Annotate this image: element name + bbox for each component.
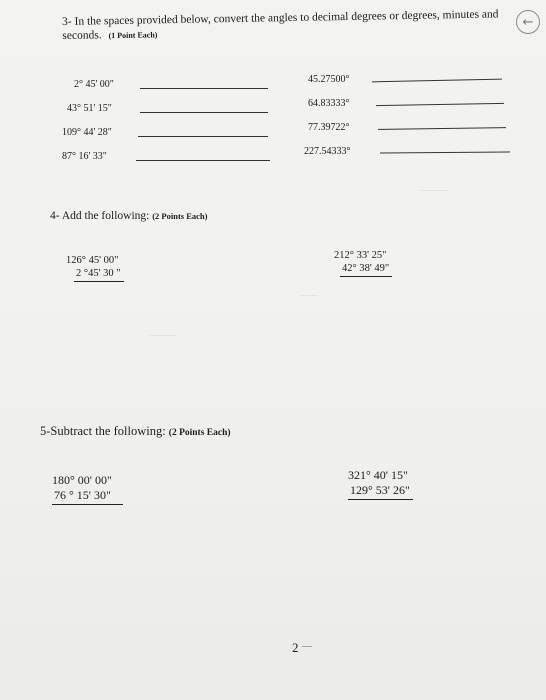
answer-blank-6[interactable] [376,103,504,106]
decimal-angle-3: 77.39722° [308,122,350,133]
decimal-angle-4: 227.54333° [304,146,351,157]
bleed-through-mark: —— [300,290,318,300]
answer-blank-7[interactable] [378,127,506,130]
add-problem-1 [66,254,124,282]
answer-blank-4[interactable] [136,160,270,161]
add-problem-2 [334,249,392,277]
dms-angle-3: 109° 44' 28" [62,127,112,138]
add-2-first: 212° 33' 25" [334,250,387,261]
section-5-title [40,424,231,439]
add-2-second: 42° 38' 49" [340,262,392,277]
answer-blank-5[interactable] [372,79,502,83]
subtract-2-second: 129° 53' 26" [348,483,413,500]
dms-angle-2: 43° 51' 15" [67,103,112,114]
add-1-second: 2 °45' 30 " [74,267,124,282]
section-3-instruction [62,7,502,44]
subtract-problem-1 [52,473,123,505]
add-1-first: 126° 45' 00" [66,255,119,266]
bleed-through-mark: ——— [420,185,447,195]
subtract-1-second: 76 ° 15' 30" [52,488,123,505]
dms-angle-4: 87° 16' 33" [62,151,107,162]
page-number-mark [302,646,312,647]
page-number: 2 [292,640,299,655]
subtract-points: (2 Points Each) [168,428,231,438]
answer-blank-8[interactable] [380,151,510,153]
bleed-through-mark: ——— [150,330,177,340]
answer-blank-2[interactable] [140,112,268,113]
subtract-1-first: 180° 00' 00" [52,473,112,487]
decimal-angle-2: 64.83333° [308,98,350,109]
answer-blank-3[interactable] [138,136,268,137]
add-title: 4- Add the following: [50,210,150,222]
dms-angle-1: 2° 45' 00" [74,79,114,90]
decimal-angle-1: 45.27500° [308,74,350,85]
subtract-2-first: 321° 40' 15" [348,468,408,482]
subtract-title: 5-Subtract the following: [40,424,166,438]
subtract-problem-2 [348,468,413,500]
points-label: (1 Point Each) [108,30,158,41]
answer-blank-1[interactable] [140,88,268,89]
section-4-title [50,210,207,222]
back-arrow-icon[interactable]: ← [516,10,540,34]
add-points: (2 Points Each) [152,211,208,221]
instruction-text: 3- In the spaces provided below, convert the angles to decimal degrees or degrees, minutes and seconds. [62,8,499,42]
